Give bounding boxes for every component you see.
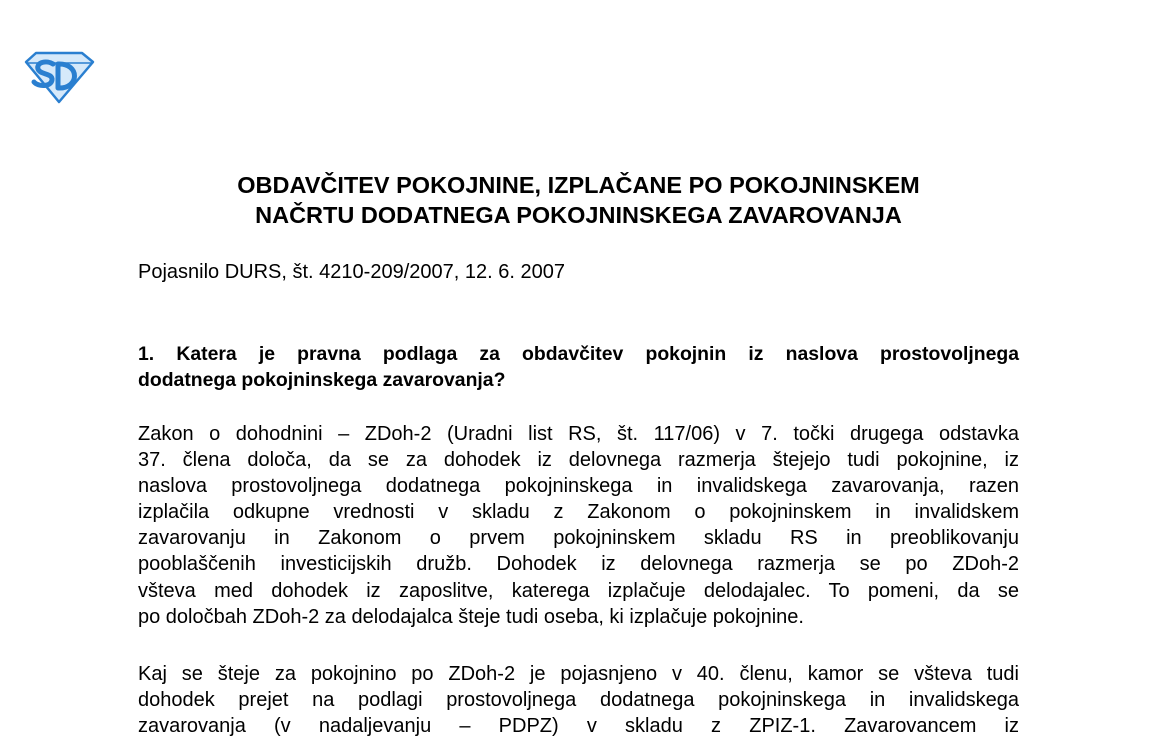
paragraph-line: všteva med dohodek iz zaposlitve, katerega izplačuje delodajalec. To pomeni, da se	[138, 579, 1019, 602]
document-subtitle: Pojasnilo DURS, št. 4210-209/2007, 12. 6. 2007	[138, 261, 565, 283]
paragraph-line: po določbah ZDoh-2 za delodajalca šteje tudi oseba, ki izplačuje pokojnine.	[138, 605, 804, 628]
sd-diamond-logo-icon	[22, 50, 96, 104]
paragraph-line: naslova prostovoljnega dodatnega pokojninskega in invalidskega zavarovanja, razen	[138, 475, 1019, 498]
question-heading	[138, 341, 1019, 393]
title-line: NAČRTU DODATNEGA POKOJNINSKEGA ZAVAROVANJA	[255, 202, 902, 228]
title-line: OBDAVČITEV POKOJNINE, IZPLAČANE PO POKOJNINSKEM	[237, 172, 920, 198]
paragraph-line: dohodek prejet na podlagi prostovoljnega dodatnega pokojninskega in invalidskega	[138, 689, 1019, 712]
paragraph-line: pooblaščenih investicijskih družb. Dohodek iz delovnega razmerja se po ZDoh-2	[138, 553, 1019, 576]
paragraph-line: Zakon o dohodnini – ZDoh-2 (Uradni list RS, št. 117/06) v 7. točki drugega odstavka	[138, 423, 1019, 445]
paragraph-2	[138, 661, 1019, 739]
document-title	[120, 170, 1037, 230]
paragraph-line: zavarovanju in Zakonom o prvem pokojninskem skladu RS in preoblikovanju	[138, 527, 1019, 550]
question-line: dodatnega pokojninskega zavarovanja?	[138, 369, 506, 391]
paragraph-line: izplačila odkupne vrednosti v skladu z Zakonom o pokojninskem in invalidskem	[138, 501, 1019, 524]
paragraph-line: 37. člena določa, da se za dohodek iz delovnega razmerja štejejo tudi pokojnine, iz	[138, 449, 1019, 472]
paragraph-line: zavarovanja (v nadaljevanju – PDPZ) v skladu z ZPIZ-1. Zavarovancem iz	[138, 715, 1019, 738]
question-line: 1. Katera je pravna podlaga za obdavčitev pokojnin iz naslova prostovoljnega	[138, 343, 1019, 365]
paragraph-line: Kaj se šteje za pokojnino po ZDoh-2 je pojasnjeno v 40. členu, kamor se všteva tudi	[138, 663, 1019, 685]
paragraph-1	[138, 421, 1019, 630]
